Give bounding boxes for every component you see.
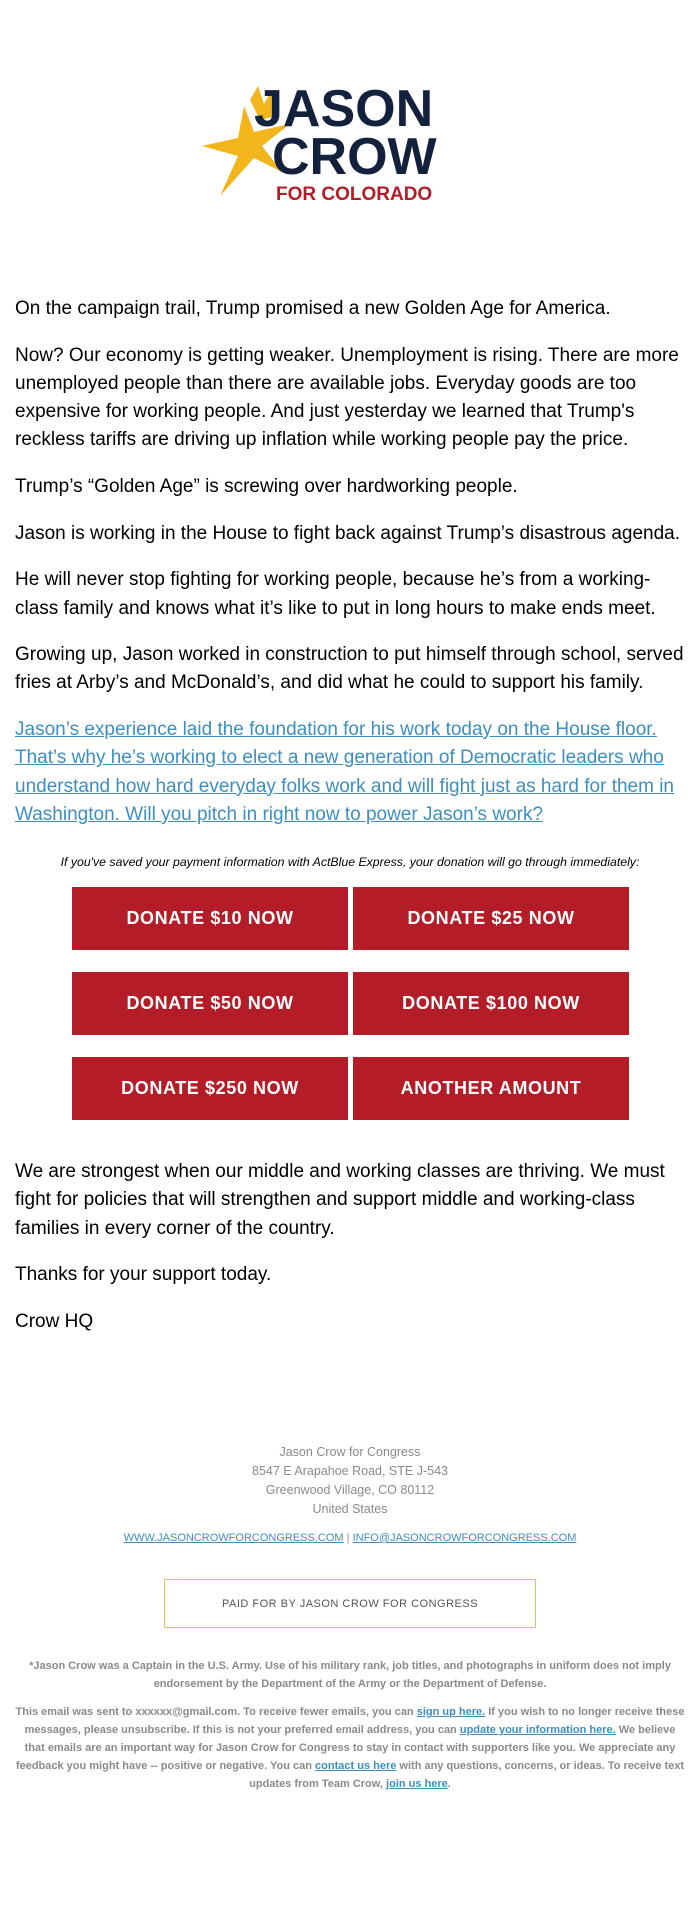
body-paragraph-6: Growing up, Jason worked in construction to put himself through school, served fries at Arby’s and McDonald’s, and did what he could to support his family. [15, 644, 684, 694]
legal-notice [15, 1703, 685, 1793]
footer-link-separator: | [346, 1532, 350, 1544]
footer-country: United States [312, 1502, 388, 1516]
footer-links [0, 1532, 700, 1544]
footer-address [0, 1443, 700, 1519]
footer-org-name: Jason Crow for Congress [279, 1445, 421, 1459]
logo-name-line1: JASON [254, 80, 434, 138]
donate-10-button[interactable]: DONATE $10 NOW [72, 887, 348, 950]
signature: Crow HQ [15, 1310, 94, 1332]
closing-paragraph: We are strongest when our middle and working classes are thriving. We must fight for policies that will strengthen and support middle and working-class families in every corner of the country. [15, 1161, 665, 1239]
legal-text-5: . [447, 1778, 451, 1790]
jason-crow-logo [196, 76, 466, 206]
body-paragraph-1: On the campaign trail, Trump promised a new Golden Age for America. [15, 298, 611, 319]
logo-graphic [196, 76, 466, 206]
body-paragraph-5: He will never stop fighting for working people, because he’s from a working-class family and knows what it’s like to put in long hours to make ends meet. [15, 569, 656, 619]
military-disclaimer: *Jason Crow was a Captain in the U.S. Army. Use of his military rank, job titles, and photographs in uniform does not imply endorsement by the Department of the Army or the Department of Defense. [29, 1660, 671, 1690]
join-us-link[interactable]: join us here [386, 1778, 448, 1790]
donate-row-3 [72, 1057, 629, 1120]
body-paragraph-4: Jason is working in the House to fight back against Trump’s disastrous agenda. [15, 522, 681, 544]
legal-text-1: This email was sent to xxxxxx@gmail.com. To receive fewer emails, you can [15, 1706, 417, 1718]
contact-us-link[interactable]: contact us here [315, 1760, 397, 1772]
logo-tagline: FOR COLORADO [276, 184, 433, 205]
update-info-link[interactable]: update your information here. [459, 1724, 616, 1736]
donate-button-grid [72, 887, 629, 1142]
message-body [15, 295, 687, 829]
donate-50-button[interactable]: DONATE $50 NOW [72, 972, 348, 1035]
thanks-line: Thanks for your support today. [15, 1264, 272, 1286]
legal-text-2: If you wish to no longer receive these messages, please unsubscribe. If this is not your preferred email address, you can [24, 1706, 685, 1736]
email-link[interactable]: INFO@JASONCROWFORCONGRESS.COM [352, 1532, 577, 1544]
legal-text-4: with any questions, concerns, or ideas. To receive text updates from Team Crow, [249, 1760, 685, 1790]
sign-up-link[interactable]: sign up here. [416, 1706, 486, 1718]
donation-ask-link[interactable]: Jason’s experience laid the foundation for his work today on the House floor. That’s why he’s working to elect a new generation of Democratic leaders who understand how hard everyday folks work and will fight just as hard for them in Washington. Will you pitch in right now to power Jason’s work? [15, 719, 674, 825]
donate-other-amount-button[interactable]: ANOTHER AMOUNT [353, 1057, 629, 1120]
donate-100-button[interactable]: DONATE $100 NOW [353, 972, 629, 1035]
footer-street: 8547 E Arapahoe Road, STE J-543 [252, 1464, 448, 1478]
paid-for-box [164, 1579, 536, 1628]
legal-text-3: We believe that emails are an important way for Jason Crow for Congress to stay in contact with supporters like you. We appreciate any feedback you might have -- positive or negative. You can [15, 1724, 676, 1772]
closing-section [15, 1158, 687, 1354]
paid-for-text: PAID FOR BY JASON CROW FOR CONGRESS [221, 1597, 479, 1610]
body-paragraph-3: Trump’s “Golden Age” is screwing over hardworking people. [15, 476, 518, 498]
actblue-express-note: If you've saved your payment information with ActBlue Express, your donation will go through immediately: [60, 855, 640, 869]
donate-25-button[interactable]: DONATE $25 NOW [353, 887, 629, 950]
website-link[interactable]: WWW.JASONCROWFORCONGRESS.COM [123, 1532, 344, 1544]
donate-row-2 [72, 972, 629, 1035]
donate-row-1 [72, 887, 629, 950]
donate-250-button[interactable]: DONATE $250 NOW [72, 1057, 348, 1120]
footer-city: Greenwood Village, CO 80112 [265, 1483, 435, 1497]
body-paragraph-2: Now? Our economy is getting weaker. Unemployment is rising. There are more unemployed people than there are available jobs. Everyday goods are too expensive for working people. And just yesterday we learned that Trump's reckless tariffs are driving up inflation while working people pay the price. [15, 344, 679, 451]
logo-name-line2: CROW [272, 128, 437, 186]
